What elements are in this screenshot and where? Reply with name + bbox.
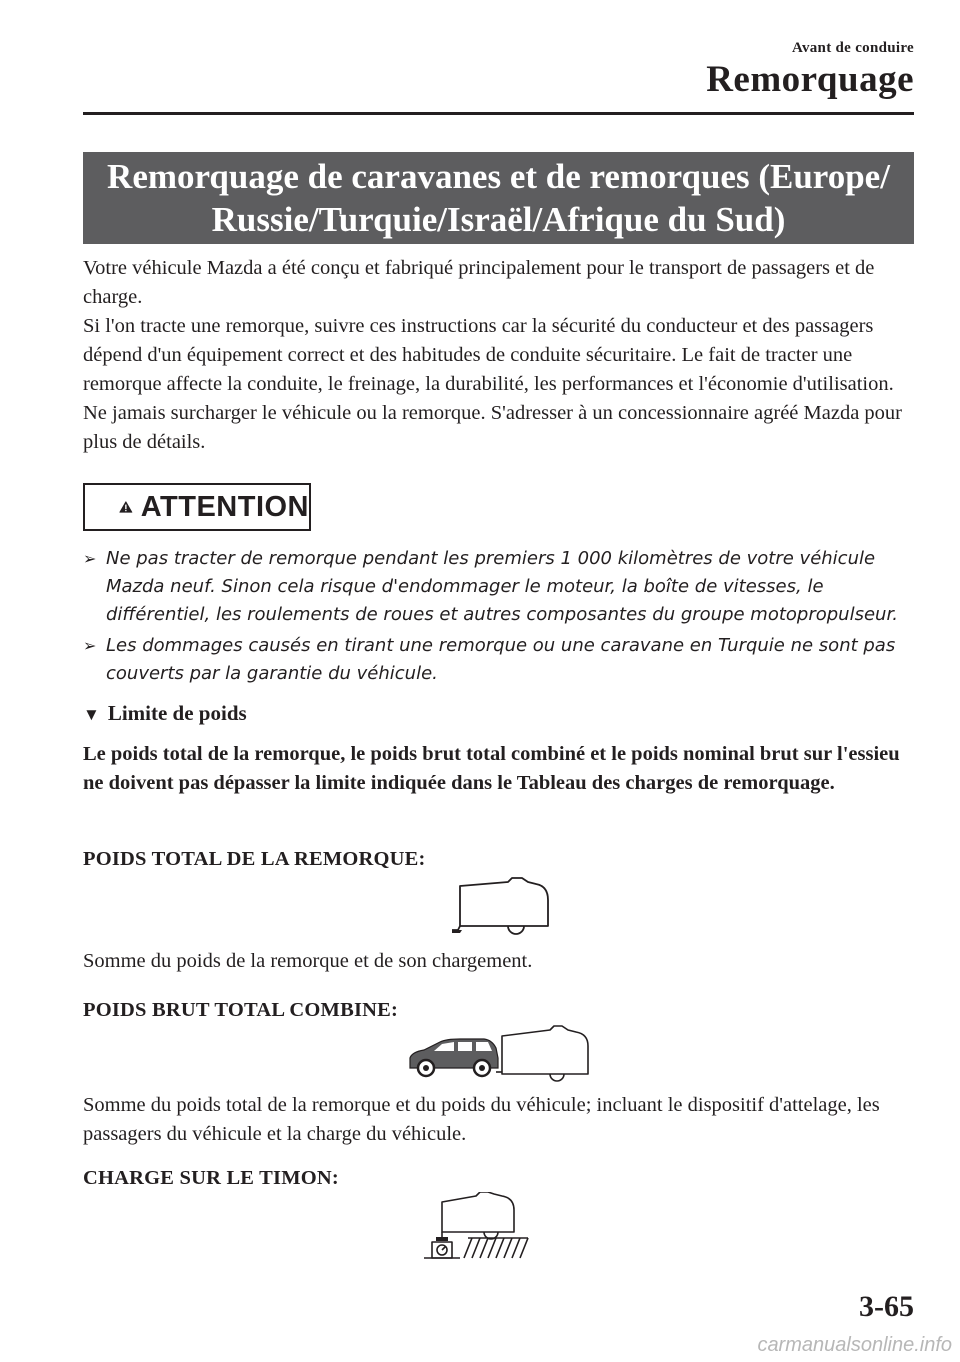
subsection-heading xyxy=(83,699,247,729)
definition-description: Somme du poids total de la remorque et du poids du véhicule; incluant le dispositif d'attelage, les passagers du véhicule et la charge du véhicule. xyxy=(83,1094,880,1145)
triangle-down-icon: ▼ xyxy=(83,705,100,724)
header-divider xyxy=(83,112,914,115)
intro-paragraph: Votre véhicule Mazda a été conçu et fabriqué principalement pour le transport de passagers et de charge. xyxy=(83,257,875,308)
intro-text xyxy=(83,254,914,457)
intro-paragraph: Si l'on tracte une remorque, suivre ces instructions car la sécurité du conducteur et des passagers dépend d'un équipement correct et des habitudes de conduite sécuritaire. Le fait de tracter une remorque affecte la conduite, le freinage, la durabilité, les performances et l'économie d'utilisation. xyxy=(83,315,894,395)
definition-term: CHARGE SUR LE TIMON: xyxy=(83,1167,339,1189)
list-item xyxy=(83,632,914,688)
trailer-icon xyxy=(444,874,556,942)
definition-term: POIDS BRUT TOTAL COMBINE: xyxy=(83,999,399,1021)
warning-triangle-icon xyxy=(119,492,133,522)
banner-line-1: Remorquage de caravanes et de remorques (Europe/ xyxy=(107,157,890,196)
definition-term: POIDS TOTAL DE LA REMORQUE: xyxy=(83,848,426,870)
arrow-bullet-icon: ➢ xyxy=(83,549,97,568)
car-with-trailer-icon xyxy=(404,1024,596,1086)
page-number: 3-65 xyxy=(859,1290,914,1323)
definition-description: Somme du poids de la remorque et de son chargement. xyxy=(83,950,533,972)
arrow-bullet-icon: ➢ xyxy=(83,636,97,655)
list-item-text: Ne pas tracter de remorque pendant les premiers 1 000 kilomètres de votre véhicule Mazda neuf. Sinon cela risque d'endommager le moteur, la boîte de vitesses, le différentiel, les roulements de roues et autres composantes du groupe motopropulseur. xyxy=(106,548,898,625)
list-item xyxy=(83,545,914,629)
list-item-text: Les dommages causés en tirant une remorque ou une caravane en Turquie ne sont pas couverts par la garantie du véhicule. xyxy=(106,635,896,684)
tongue-load-scale-icon xyxy=(424,1192,532,1266)
banner-line-2: Russie/Turquie/Israël/Afrique du Sud) xyxy=(211,200,786,239)
attention-label: ATTENTION xyxy=(140,490,309,523)
chapter-title: Remorquage xyxy=(706,59,914,100)
subsection-title: Limite de poids xyxy=(107,701,247,725)
section-banner xyxy=(83,152,914,244)
attention-box xyxy=(83,483,311,531)
weight-paragraph: Le poids total de la remorque, le poids brut total combiné et le poids nominal brut sur l'essieu ne doivent pas dépasser la limite indiquée dans le Tableau des charges de remorquage. xyxy=(83,743,900,794)
section-title: Avant de conduire xyxy=(791,40,914,56)
attention-list xyxy=(83,545,914,691)
intro-paragraph: Ne jamais surcharger le véhicule ou la remorque. S'adresser à un concessionnaire agréé Mazda pour plus de détails. xyxy=(83,402,902,453)
watermark: carmanualsonline.info xyxy=(757,1334,952,1356)
